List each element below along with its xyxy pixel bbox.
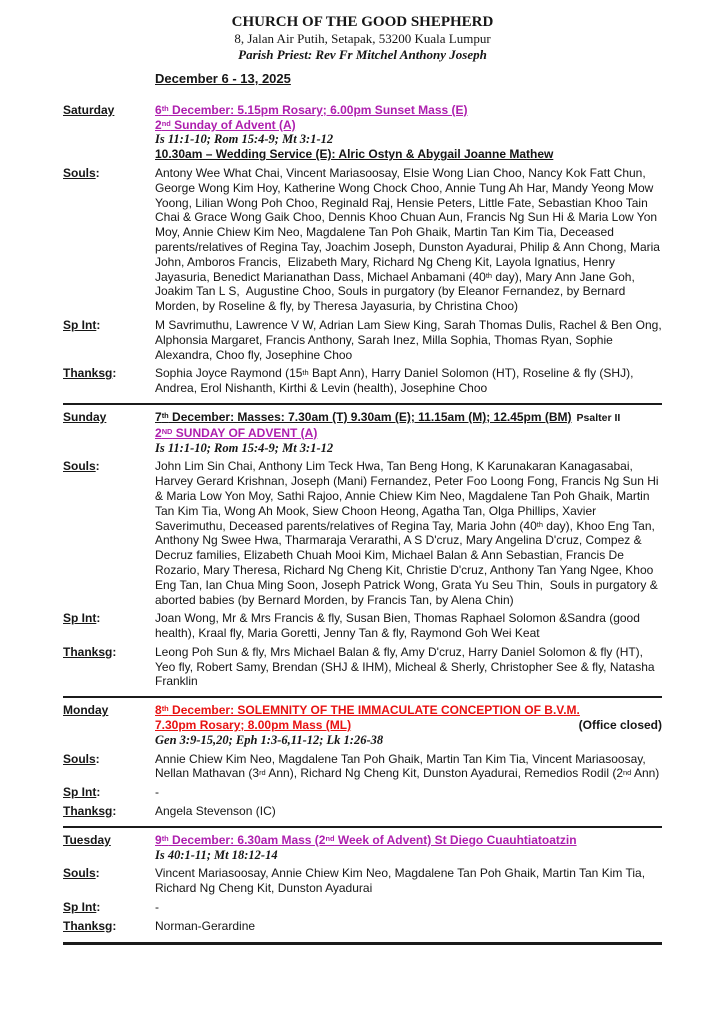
row-content (155, 459, 662, 607)
row-content (155, 166, 662, 314)
line-text: 10.30am – Wedding Service (E): Alric Ostyn & Abygail Joanne Mathew (155, 147, 554, 162)
content-line (155, 703, 662, 718)
row-label-text: Thanksg (63, 366, 113, 381)
day-header-row (63, 103, 662, 162)
line-text: Is 11:1-10; Rom 15:4-9; Mt 3:1-12 (155, 440, 334, 455)
schedule-sections (63, 98, 665, 945)
line-text: Is 40:1-11; Mt 18:12-14 (155, 847, 278, 862)
row-label (63, 785, 155, 800)
row-label (63, 103, 155, 162)
row-content (155, 919, 662, 934)
line-text: 2ND SUNDAY OF ADVENT (A) (155, 425, 318, 440)
content-line (155, 900, 662, 915)
content-line (155, 866, 662, 896)
row-content (155, 785, 662, 800)
row-label-colon: : (112, 366, 117, 381)
row-souls (63, 866, 662, 896)
line-text: Gen 3:9-15,20; Eph 1:3-6,11-12; Lk 1:26-38 (155, 732, 384, 747)
line-text: 8th December: SOLEMNITY OF THE IMMACULATE CONCEPTION OF B.V.M. (155, 703, 580, 718)
row-content (155, 752, 662, 782)
row-label-colon: : (96, 611, 101, 626)
row-label (63, 919, 155, 934)
line-text: Vincent Mariasoosay, Annie Chiew Kim Neo, Magdalene Tan Poh Ghaik, Martin Tan Kim Tia, Richard Ng Cheng Kit, Dunston Ayadurai (155, 866, 649, 896)
bulletin-header (63, 14, 662, 62)
content-line (155, 919, 662, 934)
day-header-row (63, 703, 662, 747)
content-line (155, 459, 662, 607)
church-title: CHURCH OF THE GOOD SHEPHERD (231, 14, 494, 30)
line-text: 7.30pm Rosary; 8.00pm Mass (ML) (155, 718, 352, 733)
content-line (155, 132, 662, 147)
row-label-colon: : (95, 866, 100, 881)
content-line (155, 785, 662, 800)
content-line (155, 611, 662, 641)
parish-priest: Parish Priest: Rev Fr Mitchel Anthony Joseph (238, 46, 487, 62)
line-text: - (155, 900, 159, 915)
row-label-text: Thanksg (63, 804, 113, 819)
content-line (155, 441, 662, 456)
row-souls (63, 459, 662, 607)
line-text: John Lim Sin Chai, Anthony Lim Teck Hwa, Tan Beng Hong, K Karunakaran Kanagasabai, Harvey Gerard Krishnan, Joseph (Mani) Fernandez, Peter Foo Loong Fong, Francis Ng Sun Hi & Maria Low Yon Moy, Sathi Rajoo, Annie Chiew Kim Neo, Magdalene Tan Poh Ghaik, Martin Tan Kim Tia, Wong Ah Mook, Siew Choon Heong, Agatha Tan, Olga Phillips, Xavier Saverimuthu, Deceased parents/relatives of Regina Tay, Maria John (40th day), Khoo Eng Tan, Anthony Ng Swee Hwa, Tharmaraja Verarathi, A S D'cruz, Mary Angelina D'cruz, Compez & Decruz families, Elizabeth Chuah Mooi Kim, Michael Balan & Ann Sebastian, Francis De Rozario, Mary Theresa, Richard Ng Cheng Kit, Christie D'cruz, Anthony Tan Yang Ngee, Khoo Eng Tan, Ian Chua Ming Soon, Joseph Patrick Wong, Grata Yu Seu Thin, Souls in purgatory & aborted babies (by Bernard Morden, by Francis Tan, by Alena Chin) (155, 459, 662, 607)
row-label (63, 866, 155, 896)
row-thanksg (63, 366, 662, 396)
day-section-saturday (63, 98, 665, 403)
content-line (155, 366, 662, 396)
content-line (155, 848, 662, 863)
row-label-colon: : (96, 785, 101, 800)
content-line (155, 317, 665, 362)
row-souls (63, 752, 662, 782)
day-header-row (63, 410, 662, 455)
line-text: 2nd Sunday of Advent (A) (155, 117, 296, 132)
day-section-sunday (63, 405, 662, 696)
row-label (63, 703, 155, 747)
date-range: December 6 - 13, 2025 (155, 71, 291, 86)
content-line (155, 833, 662, 848)
row-sp-int (63, 785, 662, 800)
row-sp-int (63, 317, 665, 362)
office-closed-note: (Office closed) (578, 718, 662, 733)
line-text: M Savrimuthu, Lawrence V W, Adrian Lam Siew King, Sarah Thomas Dulis, Rachel & Ben Ong, Alphonsia Margaret, Francis Anthony, Sarah Inez, Milla Sophia, Thomas Ryan, Sophie Alexandra, Choo fly, Josephine Choo (155, 317, 665, 362)
row-label (63, 804, 155, 819)
content-line (155, 410, 662, 426)
psalter-note: Psalter II (576, 411, 621, 424)
row-content (155, 611, 662, 641)
content-line (155, 147, 662, 162)
row-thanksg (63, 919, 662, 934)
row-label-colon: : (95, 751, 100, 766)
content-line (155, 804, 662, 819)
row-content (155, 103, 662, 162)
row-content (155, 317, 665, 362)
line-text: Joan Wong, Mr & Mrs Francis & fly, Susan Bien, Thomas Raphael Solomon &Sandra (good health), Kraal fly, Maria Goretti, Jenny Tan & fly, Raymond Goh Wei Keat (155, 611, 644, 641)
row-label (63, 366, 155, 396)
content-line (155, 733, 662, 748)
row-label-colon: : (112, 644, 117, 659)
row-label-colon: : (95, 165, 100, 180)
row-label (63, 900, 155, 915)
line-text: Angela Stevenson (IC) (155, 804, 276, 819)
row-label-text: Monday (63, 703, 109, 718)
row-label (63, 166, 155, 314)
content-line (155, 166, 662, 314)
row-content (155, 645, 662, 689)
row-sp-int (63, 900, 662, 915)
content-line (155, 426, 662, 441)
content-line (155, 752, 662, 782)
day-section-tuesday (63, 828, 662, 941)
row-label (63, 645, 155, 689)
row-thanksg (63, 804, 662, 819)
row-content (155, 410, 662, 455)
row-sp-int (63, 611, 662, 641)
line-text: 9th December: 6.30am Mass (2nd Week of Advent) St Diego Cuauhtiatoatzin (155, 832, 577, 847)
row-label-text: Souls (63, 459, 96, 474)
row-label (63, 611, 155, 641)
line-text: 7th December: Masses: 7.30am (T) 9.30am (E); 11.15am (M); 12.45pm (BM) (155, 409, 572, 424)
row-label-text: Thanksg (63, 644, 113, 659)
line-text: Antony Wee What Chai, Vincent Mariasoosay, Elsie Wong Lian Choo, Nancy Kok Fatt Chun, George Wong Kim Hoy, Katherine Wong Chock Choo, Annie Tung Ah Har, Mandy Yeong Mow Yoong, Lilian Wong Poh Choo, Reginald Raj, Hensie Peters, Little Fate, Sebastian Khoo Tain Chai & Grace Wong Gaik Choo, Dennis Khoo Chuan Aun, Francis Ng Sun Hi & Maria Low Yon Moy, Annie Chiew Kim Neo, Magdalene Tan Poh Ghaik, Martin Tan Kim Tia, Deceased parents/relatives of Regina Tay, Joachim Joseph, Dunston Ayadurai, Philip & Ann Chong, Maria John, Amboros Francis, Elizabeth Mary, Richard Ng Cheng Kit, Layola Ignatius, Henry Jayasuria, Benedict Marianathan Dass, Michael Anbamani (40th day), Mary Ann Jane Goh, Joakim Tan L S, Augustine Choo, Souls in purgatory (by Eleanor Fernandez, by Bernard Morden, by Roseline & fly, by Theresa Jayasuria, by Christina Choo) (155, 165, 664, 314)
row-content (155, 866, 662, 896)
line-text: Leong Poh Sun & fly, Mrs Michael Balan & fly, Amy D'cruz, Harry Daniel Solomon & fly (HT), Yeo fly, Robert Samy, Brendan (SHJ & IHM), Micheal & Sherly, Christopher See & fly, Natasha Franklin (155, 644, 658, 689)
row-label (63, 410, 155, 455)
row-label (63, 833, 155, 863)
content-line (155, 118, 662, 133)
row-label-colon: : (112, 918, 117, 933)
content-line (155, 718, 662, 733)
bottom-rule (63, 942, 662, 945)
row-label-text: Sunday (63, 409, 107, 424)
line-text: Sophia Joyce Raymond (15th Bapt Ann), Harry Daniel Solomon (HT), Roseline & fly (SHJ), Andrea, Erol Nishanth, Kirthi & Levin (health), Josephine Choo (155, 366, 637, 396)
line-text: - (155, 785, 159, 800)
row-label (63, 318, 155, 362)
content-line (155, 645, 662, 689)
row-content (155, 804, 662, 819)
day-section-monday (63, 698, 662, 826)
row-label (63, 752, 155, 782)
content-line (155, 103, 662, 118)
line-text: Norman-Gerardine (155, 918, 256, 933)
line-text: Is 11:1-10; Rom 15:4-9; Mt 3:1-12 (155, 132, 334, 147)
row-label (63, 459, 155, 607)
row-label-text: Souls (63, 866, 96, 881)
row-content (155, 703, 662, 747)
day-header-row (63, 833, 662, 863)
row-label-text: Sp Int (63, 611, 97, 626)
row-label-colon: : (95, 459, 100, 474)
line-text: 6th December: 5.15pm Rosary; 6.00pm Sunset Mass (E) (155, 102, 468, 117)
line-text: Annie Chiew Kim Neo, Magdalene Tan Poh Ghaik, Martin Tan Kim Tia, Vincent Mariasoosay, Nellan Mathavan (3rd Ann), Richard Ng Cheng Kit, Dunston Ayadurai, Remedios Rodil (2nd Ann) (155, 751, 660, 781)
row-souls (63, 166, 662, 314)
row-label-text: Saturday (63, 102, 115, 117)
church-address: 8, Jalan Air Putih, Setapak, 53200 Kuala Lumpur (234, 31, 491, 46)
row-label-colon: : (112, 804, 117, 819)
row-label-colon: : (96, 317, 101, 332)
row-label-text: Souls (63, 751, 96, 766)
row-label-text: Thanksg (63, 918, 113, 933)
row-label-colon: : (96, 900, 101, 915)
row-label-text: Tuesday (63, 832, 111, 847)
row-content (155, 900, 662, 915)
row-content (155, 366, 662, 396)
row-label-text: Sp Int (63, 785, 97, 800)
row-thanksg (63, 645, 662, 689)
row-label-text: Sp Int (63, 900, 97, 915)
row-label-text: Souls (63, 165, 96, 180)
row-label-text: Sp Int (63, 317, 97, 332)
row-content (155, 833, 662, 863)
